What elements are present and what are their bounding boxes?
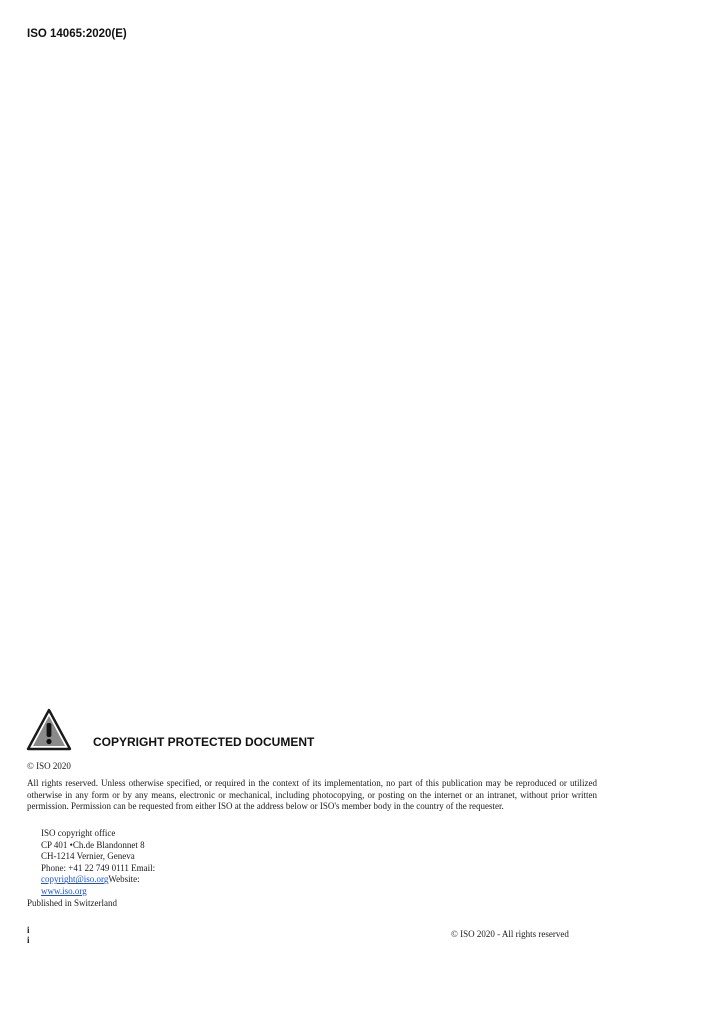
copyright-protected-title: COPYRIGHT PROTECTED DOCUMENT: [93, 735, 315, 749]
page-number: [27, 925, 30, 945]
page-numeral-top: i: [27, 925, 30, 935]
footer-copyright: © ISO 2020 - All rights reserved: [451, 929, 569, 939]
address-office: ISO copyright office: [41, 828, 116, 838]
address-city: CH-1214 Vernier, Geneva: [41, 851, 135, 862]
address-email-website-line: [41, 874, 155, 886]
website-link[interactable]: www.iso.org: [41, 885, 87, 896]
rights-statement: All rights reserved. Unless otherwise specified, or required in the context of its implementation, no part of this publication may be reproduced or utilized otherwise in any form or by any means, electronic or mechanical, including photocopying, or posting on the internet or an intranet, without prior written permission. Permission can be requested from either ISO at the address below or ISO's member body in the country of the requester.: [27, 778, 597, 812]
warning-triangle-icon: [26, 708, 72, 752]
document-id: ISO 14065:2020(E): [27, 28, 127, 40]
address-block: [41, 828, 155, 898]
address-street: CP 401 •Ch.de Blandonnet 8: [41, 839, 145, 850]
page-numeral-bottom: i: [27, 935, 30, 945]
published-location: Published in Switzerland: [27, 898, 117, 908]
address-phone-email-label: Phone: +41 22 749 0111 Email:: [41, 862, 156, 873]
email-link[interactable]: copyright@iso.org: [41, 874, 109, 885]
copyright-line: © ISO 2020: [27, 761, 71, 771]
website-label: Website:: [108, 874, 140, 885]
